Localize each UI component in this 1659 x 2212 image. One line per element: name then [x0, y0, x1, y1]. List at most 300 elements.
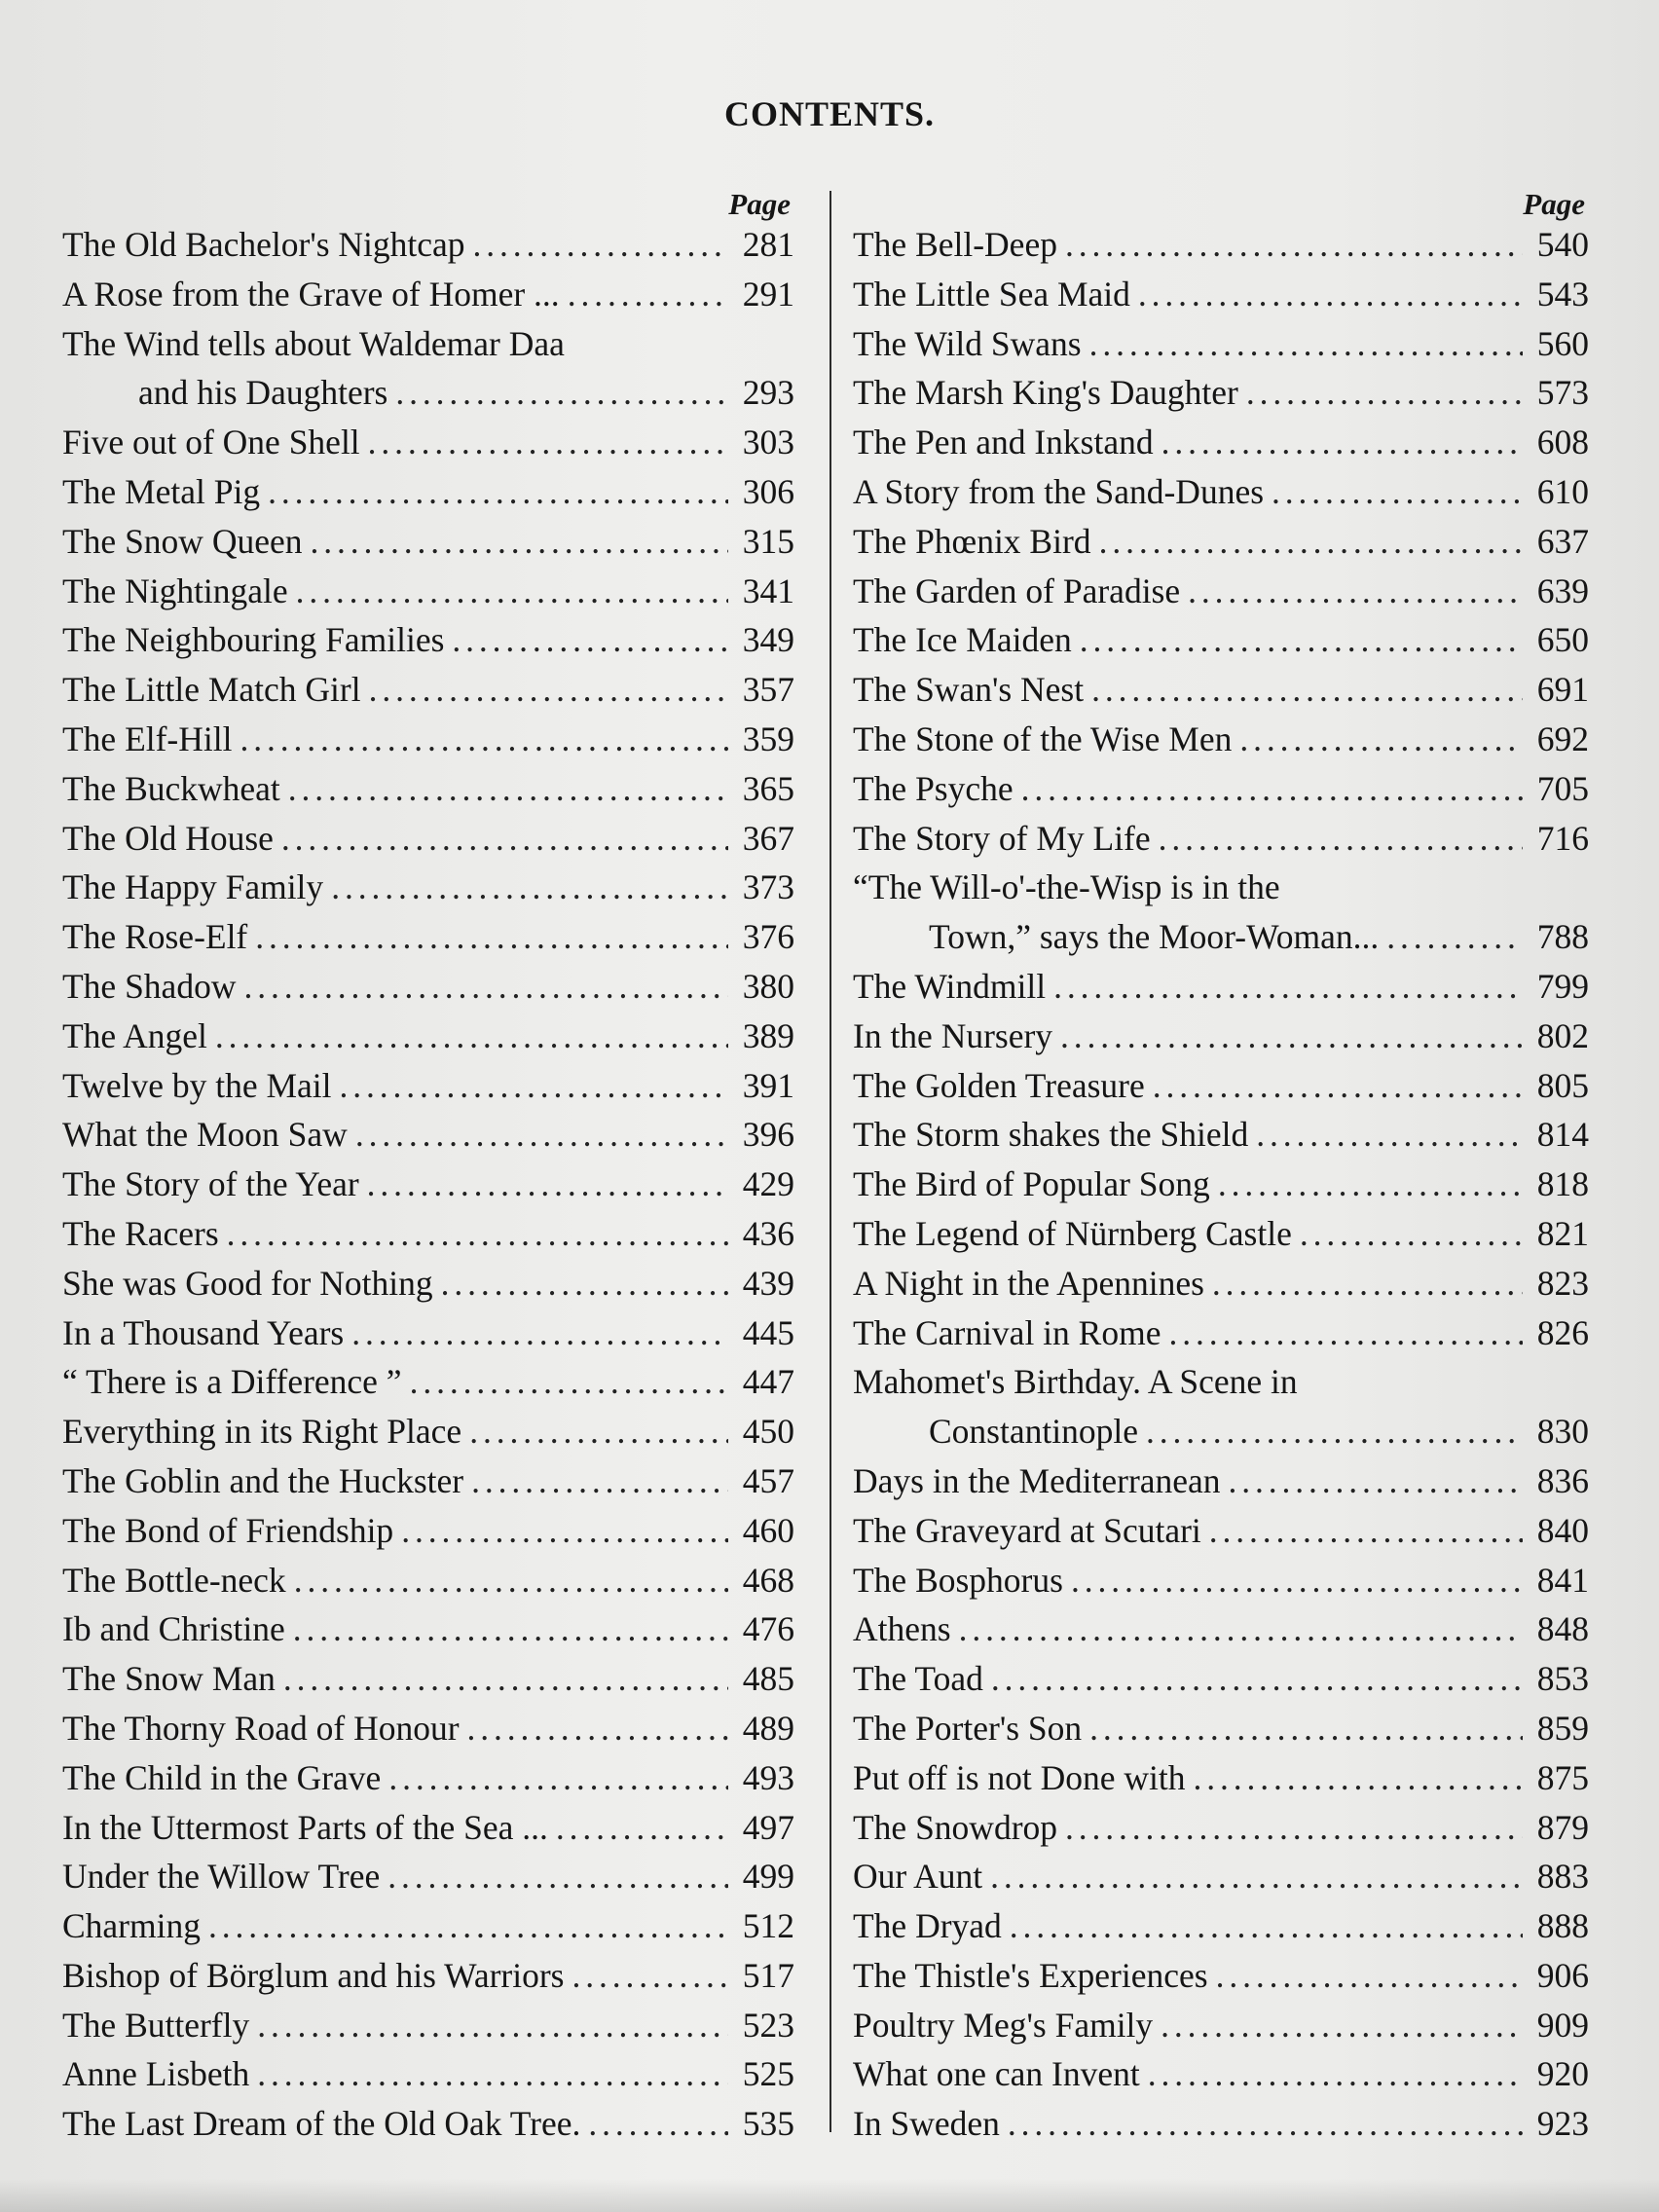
dot-leader [1300, 1209, 1523, 1259]
entry-title: In a Thousand Years [62, 1312, 345, 1352]
entry-page-number: 540 [1536, 225, 1589, 264]
dot-leader [388, 1753, 728, 1803]
contents-entry [853, 1110, 1589, 1160]
entry-title: She was Good for Nothing [62, 1263, 433, 1303]
contents-entry [853, 1803, 1589, 1853]
entry-title: The Garden of Paradise [853, 571, 1181, 610]
entry-page-number: 359 [742, 719, 794, 758]
dot-leader [1256, 1110, 1523, 1160]
entry-page-number: 826 [1536, 1312, 1589, 1352]
contents-entry [853, 517, 1589, 567]
dot-leader [1161, 2001, 1523, 2050]
dot-leader [369, 665, 728, 715]
dot-leader [243, 962, 728, 1012]
entry-title: The Elf-Hill [62, 719, 233, 758]
contents-entry [62, 567, 794, 616]
contents-entry [853, 1456, 1589, 1506]
entry-title: Put off is not Done with [853, 1757, 1186, 1797]
contents-entry [62, 1604, 794, 1654]
entry-title: The Bird of Popular Song [853, 1164, 1210, 1204]
column-divider [830, 191, 831, 2132]
contents-entry [62, 1061, 794, 1111]
entry-page-number: 436 [742, 1213, 794, 1253]
entry-page-number: 468 [742, 1560, 794, 1600]
contents-entry [853, 1556, 1589, 1605]
entry-page-number: 650 [1536, 620, 1589, 660]
entry-title: The Golden Treasure [853, 1065, 1145, 1105]
contents-entry [853, 1309, 1589, 1358]
dot-leader [588, 2099, 728, 2149]
entry-page-number: 823 [1536, 1263, 1589, 1303]
entry-title: The Shadow [62, 966, 237, 1006]
entry-title: The Metal Pig [62, 471, 261, 511]
contents-entry [62, 764, 794, 814]
entry-title: The Dryad [853, 1906, 1002, 1946]
entry-page-number: 879 [1536, 1807, 1589, 1847]
dot-leader [1168, 1309, 1523, 1358]
contents-entry [62, 270, 794, 319]
entry-page-number: 439 [742, 1263, 794, 1303]
dot-leader [1099, 517, 1523, 567]
contents-entry [62, 1803, 794, 1853]
dot-leader [281, 814, 728, 864]
dot-leader [1161, 418, 1523, 467]
contents-entry [62, 1654, 794, 1704]
dot-leader [1146, 1407, 1523, 1456]
dot-leader [1053, 962, 1523, 1012]
dot-leader [294, 1556, 728, 1605]
entry-title: The Marsh King's Daughter [853, 373, 1238, 413]
entry-page-number: 821 [1536, 1213, 1589, 1253]
dot-leader [1010, 1901, 1523, 1951]
dot-leader [283, 1654, 728, 1704]
contents-entry [62, 1110, 794, 1160]
contents-entry [62, 1309, 794, 1358]
entry-page-number: 639 [1536, 571, 1589, 610]
entry-page-number: 485 [742, 1659, 794, 1699]
contents-entry [62, 517, 794, 567]
contents-entry [62, 2001, 794, 2050]
entry-title: In the Uttermost Parts of the Sea ... [62, 1807, 548, 1847]
entry-title: The Swan's Nest [853, 670, 1085, 710]
dot-leader [1065, 220, 1523, 270]
dot-leader [441, 1259, 728, 1309]
entry-title: The Graveyard at Scutari [853, 1510, 1201, 1550]
entry-title: What the Moon Saw [62, 1115, 348, 1155]
dot-leader [331, 863, 728, 912]
page-bottom-shadow [0, 2179, 1659, 2212]
entry-title: The Butterfly [62, 2005, 250, 2045]
dot-leader [1148, 2049, 1523, 2099]
entry-title: Days in the Mediterranean [853, 1460, 1221, 1500]
entry-title: “ There is a Difference ” [62, 1362, 402, 1402]
entry-page-number: 848 [1536, 1609, 1589, 1649]
entry-title: The Stone of the Wise Men [853, 719, 1233, 758]
contents-entry [853, 962, 1589, 1012]
dot-leader [296, 567, 728, 616]
dot-leader [395, 368, 728, 418]
entry-page-number: 560 [1536, 323, 1589, 363]
entry-title: The Child in the Grave [62, 1757, 382, 1797]
contents-entry [62, 665, 794, 715]
contents-entry [853, 1753, 1589, 1803]
dot-leader [293, 1604, 728, 1654]
dot-leader [288, 764, 728, 814]
dot-leader [255, 912, 728, 962]
entry-page-number: 373 [742, 867, 794, 907]
entry-title: The Nightingale [62, 571, 288, 610]
entry-title: What one can Invent [853, 2054, 1140, 2094]
entry-page-number: 859 [1536, 1708, 1589, 1748]
entry-page-number: 281 [742, 225, 794, 264]
contents-entry [853, 1604, 1589, 1654]
dot-leader [1229, 1456, 1523, 1506]
contents-entry [62, 467, 794, 517]
entry-page-number: 306 [742, 471, 794, 511]
contents-entry [853, 1061, 1589, 1111]
contents-entry [853, 764, 1589, 814]
contents-entry [62, 1704, 794, 1753]
entry-page-number: 445 [742, 1312, 794, 1352]
dot-leader [208, 1901, 728, 1951]
entry-title: The Legend of Nürnberg Castle [853, 1213, 1292, 1253]
entry-title: Athens [853, 1609, 951, 1649]
entry-title: The Porter's Son [853, 1708, 1083, 1748]
entry-page-number: 460 [742, 1510, 794, 1550]
entry-page-number: 303 [742, 423, 794, 462]
entry-page-number: 396 [742, 1115, 794, 1155]
entry-page-number: 499 [742, 1857, 794, 1897]
page-column-header: Page [728, 187, 791, 221]
contents-entry [853, 1704, 1589, 1753]
entry-title: The Snow Man [62, 1659, 276, 1699]
entry-page-number: 830 [1536, 1412, 1589, 1452]
contents-entry [62, 1753, 794, 1803]
entry-page-number: 716 [1536, 818, 1589, 858]
entry-title: The Carnival in Rome [853, 1312, 1161, 1352]
dot-leader [473, 220, 728, 270]
entry-page-number: 450 [742, 1412, 794, 1452]
entry-page-number: 389 [742, 1015, 794, 1055]
dot-leader [1209, 1506, 1523, 1556]
entry-page-number: 543 [1536, 274, 1589, 313]
entry-page-number: 447 [742, 1362, 794, 1402]
entry-page-number: 493 [742, 1757, 794, 1797]
entry-title: The Little Sea Maid [853, 274, 1130, 313]
entry-title: The Bond of Friendship [62, 1510, 394, 1550]
entry-title: The Story of the Year [62, 1164, 359, 1204]
dot-leader [268, 467, 728, 517]
entry-title: Poultry Meg's Family [853, 2005, 1154, 2045]
contents-entry [62, 1259, 794, 1309]
entry-page-number: 840 [1536, 1510, 1589, 1550]
contents-entry [62, 1407, 794, 1456]
entry-title: The Phœnix Bird [853, 521, 1091, 561]
dot-leader [568, 270, 728, 319]
entry-title: Mahomet's Birthday. A Scene in [853, 1362, 1298, 1402]
entry-page-number: 814 [1536, 1115, 1589, 1155]
dot-leader [1071, 1556, 1523, 1605]
entry-title: A Story from the Sand-Dunes [853, 471, 1265, 511]
entry-page-number: 525 [742, 2054, 794, 2094]
contents-entry [853, 2099, 1589, 2149]
entry-page-number: 883 [1536, 1857, 1589, 1897]
entry-page-number: 365 [742, 768, 794, 808]
contents-entry [853, 467, 1589, 517]
entry-title: The Story of My Life [853, 818, 1151, 858]
contents-entry [62, 715, 794, 764]
contents-entry [62, 2099, 794, 2149]
dot-leader [1091, 665, 1523, 715]
dot-leader [257, 2001, 728, 2050]
entry-page-number: 920 [1536, 2054, 1589, 2094]
dot-leader [240, 715, 728, 764]
entry-page-number: 341 [742, 571, 794, 610]
contents-entry [853, 1259, 1589, 1309]
contents-entry [62, 1357, 794, 1407]
entry-title: Constantinople [929, 1412, 1138, 1452]
dot-leader [1138, 270, 1523, 319]
contents-list-right [853, 220, 1589, 2149]
entry-title: A Night in the Apennines [853, 1263, 1204, 1303]
contents-entry [853, 1901, 1589, 1951]
entry-page-number: 573 [1536, 373, 1589, 413]
entry-title: The Old House [62, 818, 274, 858]
dot-leader [1008, 2099, 1523, 2149]
entry-page-number: 853 [1536, 1659, 1589, 1699]
entry-title: The Goblin and the Huckster [62, 1460, 464, 1500]
entry-page-number: 391 [742, 1065, 794, 1105]
contents-entry [853, 270, 1589, 319]
contents-column-right [853, 187, 1589, 2149]
entry-page-number: 705 [1536, 768, 1589, 808]
entry-page-number: 608 [1536, 423, 1589, 462]
entry-page-number: 818 [1536, 1164, 1589, 1204]
dot-leader [1153, 1061, 1523, 1111]
page-column-header: Page [1523, 187, 1585, 221]
entry-title: Five out of One Shell [62, 423, 360, 462]
entry-page-number: 875 [1536, 1757, 1589, 1797]
entry-page-number: 799 [1536, 966, 1589, 1006]
dot-leader [310, 517, 728, 567]
contents-entry [853, 368, 1589, 418]
dot-leader [1021, 764, 1523, 814]
entry-page-number: 315 [742, 521, 794, 561]
contents-entry [62, 1012, 794, 1061]
entry-title: The Bottle-neck [62, 1560, 286, 1600]
entry-page-number: 523 [742, 2005, 794, 2045]
contents-entry [62, 319, 794, 369]
dot-leader [340, 1061, 728, 1111]
contents-entry [62, 1456, 794, 1506]
dot-leader [452, 615, 728, 665]
entry-page-number: 489 [742, 1708, 794, 1748]
dot-leader [1239, 715, 1523, 764]
entry-title: Our Aunt [853, 1857, 983, 1897]
entry-page-number: 512 [742, 1906, 794, 1946]
contents-entry [62, 1506, 794, 1556]
contents-entry [62, 962, 794, 1012]
entry-page-number: 457 [742, 1460, 794, 1500]
contents-entry [62, 418, 794, 467]
contents-entry [853, 1012, 1589, 1061]
entry-page-number: 476 [742, 1609, 794, 1649]
dot-leader [1216, 1951, 1523, 2001]
entry-page-number: 788 [1536, 917, 1589, 957]
entry-title: The Little Match Girl [62, 670, 361, 710]
entry-page-number: 805 [1536, 1065, 1589, 1105]
contents-entry [62, 1901, 794, 1951]
entry-title: Everything in its Right Place [62, 1412, 462, 1452]
dot-leader [1089, 1704, 1523, 1753]
dot-leader [1218, 1160, 1523, 1209]
entry-title: Anne Lisbeth [62, 2054, 250, 2094]
contents-entry [62, 912, 794, 962]
entry-page-number: 429 [742, 1164, 794, 1204]
dot-leader [227, 1209, 728, 1259]
dot-leader [1159, 814, 1523, 864]
entry-page-number: 376 [742, 917, 794, 957]
dot-leader [471, 1456, 728, 1506]
dot-leader [1246, 368, 1523, 418]
dot-leader [368, 418, 728, 467]
entry-title: The Bosphorus [853, 1560, 1063, 1600]
contents-entry [853, 2049, 1589, 2099]
entry-title: The Buckwheat [62, 768, 280, 808]
entry-title: The Thistle's Experiences [853, 1955, 1208, 1995]
contents-entry [853, 220, 1589, 270]
entry-title: The Angel [62, 1015, 207, 1055]
entry-title: Twelve by the Mail [62, 1065, 332, 1105]
contents-entry [853, 1951, 1589, 2001]
entry-title: The Toad [853, 1659, 983, 1699]
entry-page-number: 380 [742, 966, 794, 1006]
entry-page-number: 923 [1536, 2104, 1589, 2144]
entry-page-number: 692 [1536, 719, 1589, 758]
entry-title: The Thorny Road of Honour [62, 1708, 460, 1748]
contents-entry [62, 1209, 794, 1259]
entry-page-number: 802 [1536, 1015, 1589, 1055]
entry-page-number: 535 [742, 2104, 794, 2144]
contents-entry [62, 814, 794, 864]
dot-leader [1089, 319, 1523, 369]
dot-leader [990, 1852, 1523, 1901]
page-title: CONTENTS. [723, 94, 936, 133]
entry-page-number: 357 [742, 670, 794, 710]
contents-entry [62, 863, 794, 912]
dot-leader [355, 1110, 728, 1160]
entry-page-number: 291 [742, 274, 794, 313]
entry-page-number: 906 [1536, 1955, 1589, 1995]
contents-entry [853, 1654, 1589, 1704]
contents-entry [853, 567, 1589, 616]
contents-entry [853, 1160, 1589, 1209]
contents-entry [62, 220, 794, 270]
dot-leader [215, 1012, 728, 1061]
entry-page-number: 691 [1536, 670, 1589, 710]
entry-title: The Rose-Elf [62, 917, 248, 957]
contents-list-left [62, 220, 794, 2149]
entry-title: The Psyche [853, 768, 1014, 808]
dot-leader [572, 1951, 729, 2001]
entry-title: Charming [62, 1906, 201, 1946]
entry-title: The Pen and Inkstand [853, 423, 1154, 462]
contents-entry [62, 1160, 794, 1209]
contents-entry [853, 665, 1589, 715]
dot-leader [469, 1407, 728, 1456]
entry-page-number: 888 [1536, 1906, 1589, 1946]
entry-title: The Ice Maiden [853, 620, 1072, 660]
contents-entry [853, 1357, 1589, 1407]
entry-title: The Wild Swans [853, 323, 1082, 363]
dot-leader [367, 1160, 728, 1209]
dot-leader [401, 1506, 728, 1556]
entry-title: The Snowdrop [853, 1807, 1058, 1847]
dot-leader [1212, 1259, 1523, 1309]
entry-title: The Last Dream of the Old Oak Tree. [62, 2104, 581, 2144]
entry-page-number: 367 [742, 818, 794, 858]
dot-leader [556, 1803, 728, 1853]
contents-entry [853, 1852, 1589, 1901]
contents-entry [853, 615, 1589, 665]
entry-title: and his Daughters [138, 373, 388, 413]
contents-entry [62, 368, 794, 418]
entry-page-number: 836 [1536, 1460, 1589, 1500]
dot-leader [1386, 912, 1523, 962]
entry-title: The Snow Queen [62, 521, 303, 561]
dot-leader [991, 1654, 1523, 1704]
entry-title: The Neighbouring Families [62, 620, 445, 660]
dot-leader [410, 1357, 728, 1407]
entry-page-number: 517 [742, 1955, 794, 1995]
contents-entry [853, 2001, 1589, 2050]
entry-title: Town,” says the Moor-Woman... [929, 917, 1380, 957]
entry-page-number: 610 [1536, 471, 1589, 511]
entry-title: The Wind tells about Waldemar Daa [62, 323, 565, 363]
contents-entry [853, 863, 1589, 912]
contents-entry [853, 1209, 1589, 1259]
contents-entry [853, 715, 1589, 764]
entry-title: A Rose from the Grave of Homer ... [62, 274, 560, 313]
entry-title: In the Nursery [853, 1015, 1053, 1055]
entry-title: The Old Bachelor's Nightcap [62, 225, 465, 264]
contents-entry [62, 1556, 794, 1605]
entry-title: Ib and Christine [62, 1609, 285, 1649]
contents-entry [853, 1506, 1589, 1556]
dot-leader [257, 2049, 728, 2099]
contents-entry [853, 1407, 1589, 1456]
entry-title: Bishop of Börglum and his Warriors [62, 1955, 565, 1995]
contents-entry [853, 418, 1589, 467]
dot-leader [387, 1852, 728, 1901]
dot-leader [1065, 1803, 1523, 1853]
contents-entry [853, 319, 1589, 369]
entry-page-number: 909 [1536, 2005, 1589, 2045]
entry-title: The Windmill [853, 966, 1047, 1006]
contents-entry [62, 1951, 794, 2001]
dot-leader [467, 1704, 728, 1753]
entry-title: The Racers [62, 1213, 219, 1253]
dot-leader [1080, 615, 1523, 665]
dot-leader [1188, 567, 1523, 616]
contents-column-left [62, 187, 794, 2149]
entry-title: The Bell-Deep [853, 225, 1057, 264]
entry-page-number: 497 [742, 1807, 794, 1847]
dot-leader [1194, 1753, 1523, 1803]
entry-title: Under the Willow Tree [62, 1857, 381, 1897]
contents-entry [62, 615, 794, 665]
entry-page-number: 637 [1536, 521, 1589, 561]
